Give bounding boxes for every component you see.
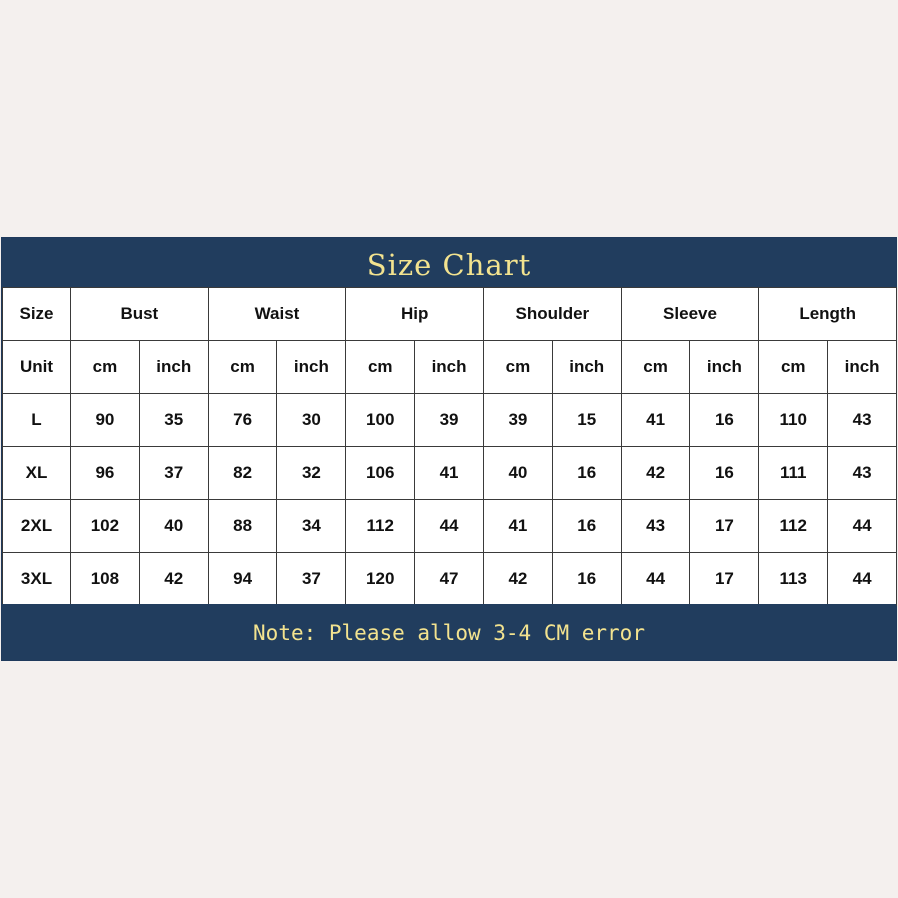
value-cell: 94 (208, 553, 277, 606)
unit-label: Unit (3, 341, 71, 394)
value-cell: 102 (71, 500, 140, 553)
table-row (3, 394, 897, 447)
value-cell: 42 (621, 447, 690, 500)
table-row (3, 500, 897, 553)
value-cell: 32 (277, 447, 346, 500)
value-cell: 112 (346, 500, 415, 553)
value-cell: 82 (208, 447, 277, 500)
waist-header: Waist (208, 288, 346, 341)
sleeve-header: Sleeve (621, 288, 759, 341)
size-header: Size (3, 288, 71, 341)
value-cell: 96 (71, 447, 140, 500)
unit-cell: inch (139, 341, 208, 394)
unit-cell: inch (828, 341, 897, 394)
unit-cell: cm (346, 341, 415, 394)
chart-title: Size Chart (2, 238, 896, 287)
value-cell: 40 (139, 500, 208, 553)
value-cell: 43 (828, 394, 897, 447)
value-cell: 35 (139, 394, 208, 447)
size-cell: L (3, 394, 71, 447)
value-cell: 106 (346, 447, 415, 500)
value-cell: 44 (415, 500, 484, 553)
value-cell: 15 (552, 394, 621, 447)
value-cell: 44 (828, 553, 897, 606)
value-cell: 16 (690, 447, 759, 500)
value-cell: 41 (621, 394, 690, 447)
value-cell: 42 (139, 553, 208, 606)
table-row (3, 447, 897, 500)
value-cell: 120 (346, 553, 415, 606)
value-cell: 43 (828, 447, 897, 500)
value-cell: 39 (415, 394, 484, 447)
unit-cell: cm (71, 341, 140, 394)
unit-cell: cm (621, 341, 690, 394)
unit-cell: inch (690, 341, 759, 394)
value-cell: 37 (139, 447, 208, 500)
value-cell: 111 (759, 447, 828, 500)
value-cell: 113 (759, 553, 828, 606)
value-cell: 112 (759, 500, 828, 553)
value-cell: 88 (208, 500, 277, 553)
value-cell: 37 (277, 553, 346, 606)
unit-row (3, 341, 897, 394)
bust-header: Bust (71, 288, 209, 341)
value-cell: 47 (415, 553, 484, 606)
value-cell: 43 (621, 500, 690, 553)
unit-cell: cm (483, 341, 552, 394)
size-cell: XL (3, 447, 71, 500)
value-cell: 100 (346, 394, 415, 447)
value-cell: 44 (828, 500, 897, 553)
hip-header: Hip (346, 288, 484, 341)
unit-cell: cm (759, 341, 828, 394)
value-cell: 30 (277, 394, 346, 447)
value-cell: 17 (690, 553, 759, 606)
header-row (3, 288, 897, 341)
size-cell: 3XL (3, 553, 71, 606)
value-cell: 42 (483, 553, 552, 606)
shoulder-header: Shoulder (483, 288, 621, 341)
unit-cell: inch (277, 341, 346, 394)
table-row (3, 553, 897, 606)
value-cell: 39 (483, 394, 552, 447)
value-cell: 34 (277, 500, 346, 553)
value-cell: 76 (208, 394, 277, 447)
length-header: Length (759, 288, 897, 341)
value-cell: 16 (552, 500, 621, 553)
value-cell: 16 (552, 447, 621, 500)
size-table (2, 287, 897, 606)
value-cell: 17 (690, 500, 759, 553)
unit-cell: inch (552, 341, 621, 394)
value-cell: 41 (483, 500, 552, 553)
value-cell: 16 (552, 553, 621, 606)
value-cell: 90 (71, 394, 140, 447)
unit-cell: cm (208, 341, 277, 394)
note-banner: Note: Please allow 3-4 CM error (2, 604, 896, 660)
value-cell: 16 (690, 394, 759, 447)
value-cell: 41 (415, 447, 484, 500)
value-cell: 40 (483, 447, 552, 500)
value-cell: 110 (759, 394, 828, 447)
unit-cell: inch (415, 341, 484, 394)
value-cell: 44 (621, 553, 690, 606)
size-cell: 2XL (3, 500, 71, 553)
value-cell: 108 (71, 553, 140, 606)
size-chart (1, 237, 897, 661)
